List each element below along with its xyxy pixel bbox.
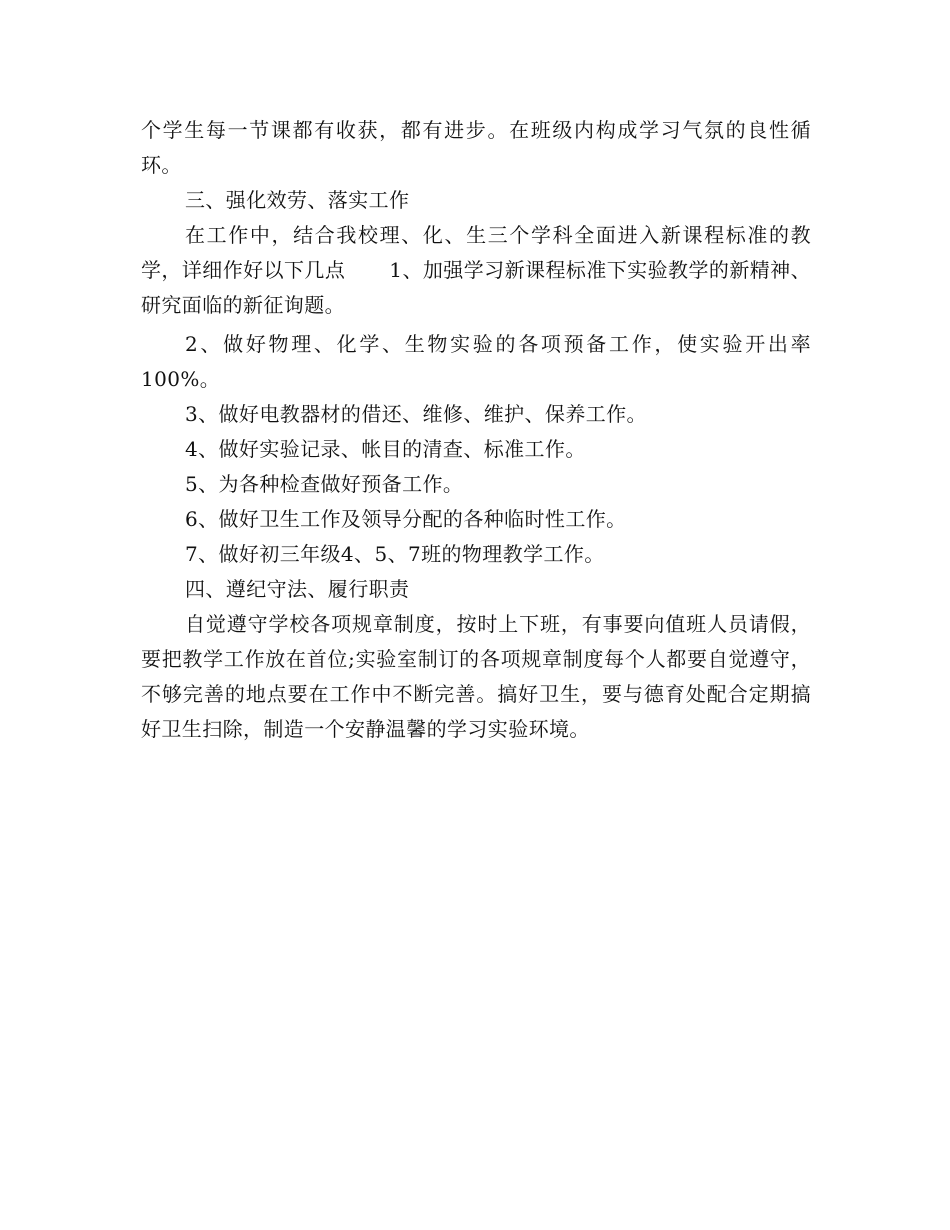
list-item-1: 1、加强学习新课程标准下实验教学的新精神、研究面临的新征询题。: [141, 258, 812, 317]
list-item-7: 7、做好初三年级4、5、7班的物理教学工作。: [185, 542, 605, 566]
list-item-5: 5、为各种检查做好预备工作。: [185, 472, 464, 496]
paragraph-work-intro: 在工作中，结合我校理、化、生三个学科全面进入新课程标准的教学，详细作好以下几点: [141, 223, 811, 282]
section-heading-3: 三、强化效劳、落实工作: [185, 188, 410, 212]
list-item-3: 3、做好电教器材的借还、维修、维护、保养工作。: [185, 402, 647, 426]
list-item-6: 6、做好卫生工作及领导分配的各种临时性工作。: [185, 507, 627, 531]
document-body: [141, 113, 811, 747]
list-item-4: 4、做好实验记录、帐目的清查、标准工作。: [185, 437, 586, 461]
section-heading-4: 四、遵纪守法、履行职责: [185, 577, 410, 601]
paragraph-work-details: [141, 218, 811, 323]
paragraph-discipline: 自觉遵守学校各项规章制度，按时上下班，有事要向值班人员请假，要把教学工作放在首位;实验室制订的各项规章制度每个人都要自觉遵守，不够完善的地点要在工作中不断完善。搞好卫生，要与德育处配合定期搞好卫生扫除，制造一个安静温馨的学习实验环境。: [141, 612, 811, 741]
paragraph-continuation: 个学生每一节课都有收获，都有进步。在班级内构成学习气氛的良性循环。: [141, 118, 811, 177]
list-item-2: 2、做好物理、化学、生物实验的各项预备工作，使实验开出率100%。: [141, 332, 811, 391]
